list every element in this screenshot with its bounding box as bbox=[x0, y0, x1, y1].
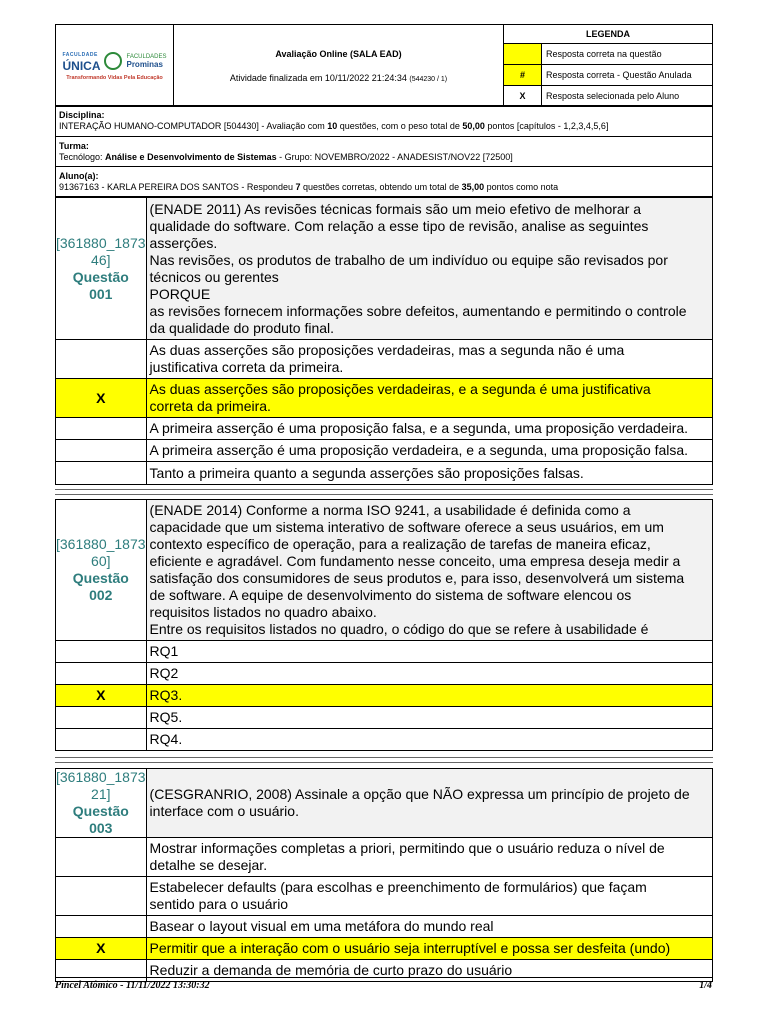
option-text bbox=[146, 379, 712, 418]
stem-line: (ENADE 2014) Conforme a norma ISO 9241, a usabilidade é definida como a bbox=[149, 502, 631, 518]
option-mark bbox=[56, 462, 147, 485]
stem-line: as revisões fornecem informações sobre defeitos, aumentando e permitindo o controle bbox=[149, 302, 687, 319]
option-text: Permitir que a interação com o usuário seja interruptível e possa ser desfeita (undo) bbox=[146, 938, 712, 960]
option-row bbox=[56, 663, 713, 685]
stem-line: capacidade que um sistema interativo de software oferece a seus usuários, em um bbox=[149, 519, 664, 535]
option-mark bbox=[56, 707, 147, 729]
option-row bbox=[56, 916, 713, 938]
option-text: Reduzir a demanda de memória de curto prazo do usuário bbox=[146, 960, 712, 982]
option-text: RQ2 bbox=[146, 663, 712, 685]
legend-text-annulled: Resposta correta - Questão Anulada bbox=[542, 65, 713, 86]
option-text bbox=[146, 340, 712, 379]
aluno-text-3: pontos como nota bbox=[484, 181, 559, 192]
question-id: [361880_1873 bbox=[56, 769, 146, 785]
option-mark bbox=[56, 916, 147, 938]
stem-line: de software. A equipe de desenvolvimento do sistema de software elencou os bbox=[149, 587, 632, 603]
option-row bbox=[56, 641, 713, 663]
option-text: RQ4. bbox=[146, 729, 712, 751]
page-number: 1/4 bbox=[699, 980, 712, 991]
option-line: As duas asserções são proposições verdadeiras, mas a segunda não é uma bbox=[149, 342, 625, 358]
stem-line: (ENADE 2011) As revisões técnicas formais são um meio efetivo de melhorar a bbox=[149, 200, 642, 217]
logo-prominas-text: Prominas bbox=[126, 60, 163, 69]
option-mark bbox=[56, 877, 147, 916]
disciplina-text-2: questões, com o peso total de bbox=[337, 121, 463, 131]
option-row-selected bbox=[56, 379, 713, 418]
option-mark bbox=[56, 418, 147, 440]
stem-line: Nas revisões, os produtos de trabalho de um indivíduo ou equipe são revisados por bbox=[149, 251, 668, 268]
option-mark bbox=[56, 960, 147, 982]
activity-code: (544230 / 1) bbox=[409, 75, 448, 83]
logo-tagline: Transformando Vidas Pela Educação bbox=[66, 75, 163, 81]
question-id-suffix: 60] bbox=[91, 553, 111, 569]
footer-divider bbox=[55, 977, 713, 978]
option-row bbox=[56, 418, 713, 440]
stem-line: técnicos ou gerentes bbox=[149, 268, 279, 285]
stem-line: asserções. bbox=[149, 234, 218, 251]
aluno-label: Aluno(a): bbox=[59, 170, 99, 181]
question-id: [361880_1873 bbox=[56, 234, 146, 251]
score-value: 35,00 bbox=[461, 181, 485, 192]
globe-icon bbox=[104, 52, 122, 70]
logo-faculdade-text: FACULDADE bbox=[62, 52, 98, 58]
option-row-selected bbox=[56, 685, 713, 707]
option-row bbox=[56, 340, 713, 379]
stem-line: requisitos listados no quadro abaixo. bbox=[149, 604, 377, 620]
footer-timestamp: Pincel Atômico - 11/11/2022 13:30:32 bbox=[55, 980, 210, 991]
question-002 bbox=[55, 499, 713, 751]
option-mark bbox=[56, 641, 147, 663]
disciplina-cell bbox=[56, 106, 713, 137]
logo bbox=[56, 50, 173, 72]
legend-text-selected: Resposta selecionada pelo Aluno bbox=[542, 86, 713, 107]
stem-line: qualidade do software. Com relação a esse tipo de revisão, analise as seguintes bbox=[149, 217, 649, 234]
question-label: Questão bbox=[72, 570, 129, 586]
aluno-text: 91367163 - KARLA PEREIRA DOS SANTOS - Respondeu bbox=[59, 181, 296, 192]
option-row bbox=[56, 707, 713, 729]
turma-label: Turma: bbox=[59, 140, 89, 151]
stem-line: (CESGRANRIO, 2008) Assinale a opção que NÃO expressa um princípio de projeto de bbox=[149, 786, 690, 802]
option-text: A primeira asserção é uma proposição falsa, e a segunda, uma proposição verdadeira. bbox=[146, 418, 712, 440]
question-count: 10 bbox=[327, 121, 338, 131]
question-stem bbox=[146, 198, 712, 340]
option-mark bbox=[56, 663, 147, 685]
legend-text-correct: Resposta correta na questão bbox=[542, 44, 713, 65]
logo-faculdades-text: FACULDADES bbox=[126, 54, 167, 60]
stem-line: Entre os requisitos listados no quadro, o código do que se refere à usabilidade é bbox=[149, 621, 649, 637]
disciplina-text: INTERAÇÃO HUMANO-COMPUTADOR [504430] - Avaliação com bbox=[59, 121, 328, 131]
option-mark: X bbox=[56, 685, 147, 707]
question-001 bbox=[55, 197, 713, 485]
finished-line bbox=[174, 73, 503, 83]
aluno-cell bbox=[56, 167, 713, 197]
option-mark: X bbox=[56, 379, 147, 418]
option-line: sentido para o usuário bbox=[149, 896, 289, 912]
option-line: Mostrar informações completas a priori, permitindo que o usuário reduza o nível de bbox=[149, 840, 665, 856]
logo-cell bbox=[56, 25, 174, 107]
header-table bbox=[55, 24, 713, 107]
question-id-cell bbox=[56, 500, 147, 641]
option-row bbox=[56, 729, 713, 751]
option-text bbox=[146, 838, 712, 877]
option-row bbox=[56, 440, 713, 462]
turma-cell bbox=[56, 137, 713, 167]
legend-title: LEGENDA bbox=[504, 25, 713, 44]
option-line: justificativa correta da primeira. bbox=[149, 359, 344, 375]
legend-symbol-correct bbox=[504, 44, 542, 65]
stem-line: eficiente e agradável. Com fundamento nesse conceito, uma empresa deseja medir a bbox=[149, 553, 681, 569]
question-stem bbox=[146, 769, 712, 838]
stem-line: interface com o usuário. bbox=[149, 803, 299, 819]
title-cell bbox=[174, 25, 504, 107]
option-text: RQ1 bbox=[146, 641, 712, 663]
option-mark bbox=[56, 440, 147, 462]
option-line: correta da primeira. bbox=[149, 398, 271, 414]
option-text: Basear o layout visual em uma metáfora do mundo real bbox=[146, 916, 712, 938]
info-table bbox=[55, 105, 713, 197]
stem-line: PORQUE bbox=[149, 285, 211, 302]
logo-unica-text: ÚNICA bbox=[62, 59, 101, 73]
question-id: [361880_1873 bbox=[56, 536, 146, 552]
option-mark bbox=[56, 729, 147, 751]
disciplina-text-3: pontos [capítulos - 1,2,3,4,5,6] bbox=[484, 121, 609, 131]
question-label: Questão bbox=[72, 268, 129, 285]
option-line: Estabelecer defaults (para escolhas e preenchimento de formulários) que façam bbox=[149, 879, 647, 895]
option-mark bbox=[56, 340, 147, 379]
option-text: RQ5. bbox=[146, 707, 712, 729]
question-number: 001 bbox=[89, 285, 113, 302]
question-stem bbox=[146, 500, 712, 641]
option-line: detalhe se desejar. bbox=[149, 857, 268, 873]
stem-line: satisfação dos consumidores de seus produtos e, para isso, desenvolverá um sistema bbox=[149, 570, 685, 586]
option-text: A primeira asserção é uma proposição verdadeira, e a segunda, uma proposição falsa. bbox=[146, 440, 712, 462]
option-mark bbox=[56, 838, 147, 877]
question-id-cell bbox=[56, 198, 147, 340]
page-title: Avaliação Online (SALA EAD) bbox=[275, 48, 402, 59]
option-row bbox=[56, 838, 713, 877]
correct-count: 7 bbox=[295, 181, 301, 192]
question-separator bbox=[55, 757, 713, 763]
legend-symbol-selected: X bbox=[504, 86, 542, 107]
stem-line: da qualidade do produto final. bbox=[149, 319, 335, 336]
question-id-suffix: 21] bbox=[91, 786, 111, 802]
question-id-suffix: 46] bbox=[91, 251, 111, 268]
question-number: 003 bbox=[89, 820, 113, 836]
option-row bbox=[56, 462, 713, 485]
option-text: RQ3. bbox=[146, 685, 712, 707]
turma-text: Tecnólogo: bbox=[59, 151, 106, 162]
option-mark: X bbox=[56, 938, 147, 960]
total-weight: 50,00 bbox=[462, 121, 485, 131]
stem-line: contexto específico de operação, para a realização de tarefas de maneira eficaz, bbox=[149, 536, 651, 552]
question-003 bbox=[55, 768, 713, 982]
question-separator bbox=[55, 489, 713, 495]
question-label: Questão bbox=[72, 803, 129, 819]
legend-symbol-annulled: # bbox=[504, 65, 542, 86]
option-text: Tanto a primeira quanto a segunda asserções são proposições falsas. bbox=[146, 462, 712, 485]
aluno-text-2: questões corretas, obtendo um total de bbox=[300, 181, 462, 192]
option-row bbox=[56, 960, 713, 982]
option-text bbox=[146, 877, 712, 916]
option-line: As duas asserções são proposições verdadeiras, e a segunda é uma justificativa bbox=[149, 381, 651, 397]
disciplina-label: Disciplina: bbox=[59, 110, 105, 120]
question-number: 002 bbox=[89, 587, 113, 603]
question-id-cell bbox=[56, 769, 147, 838]
option-row bbox=[56, 877, 713, 916]
finished-text: Atividade finalizada em 10/11/2022 21:24:34 bbox=[229, 72, 407, 83]
turma-text-2: - Grupo: NOVEMBRO/2022 - ANADESIST/NOV22 [72500] bbox=[276, 151, 513, 162]
course-name: Análise e Desenvolvimento de Sistemas bbox=[105, 151, 277, 162]
option-row-selected bbox=[56, 938, 713, 960]
